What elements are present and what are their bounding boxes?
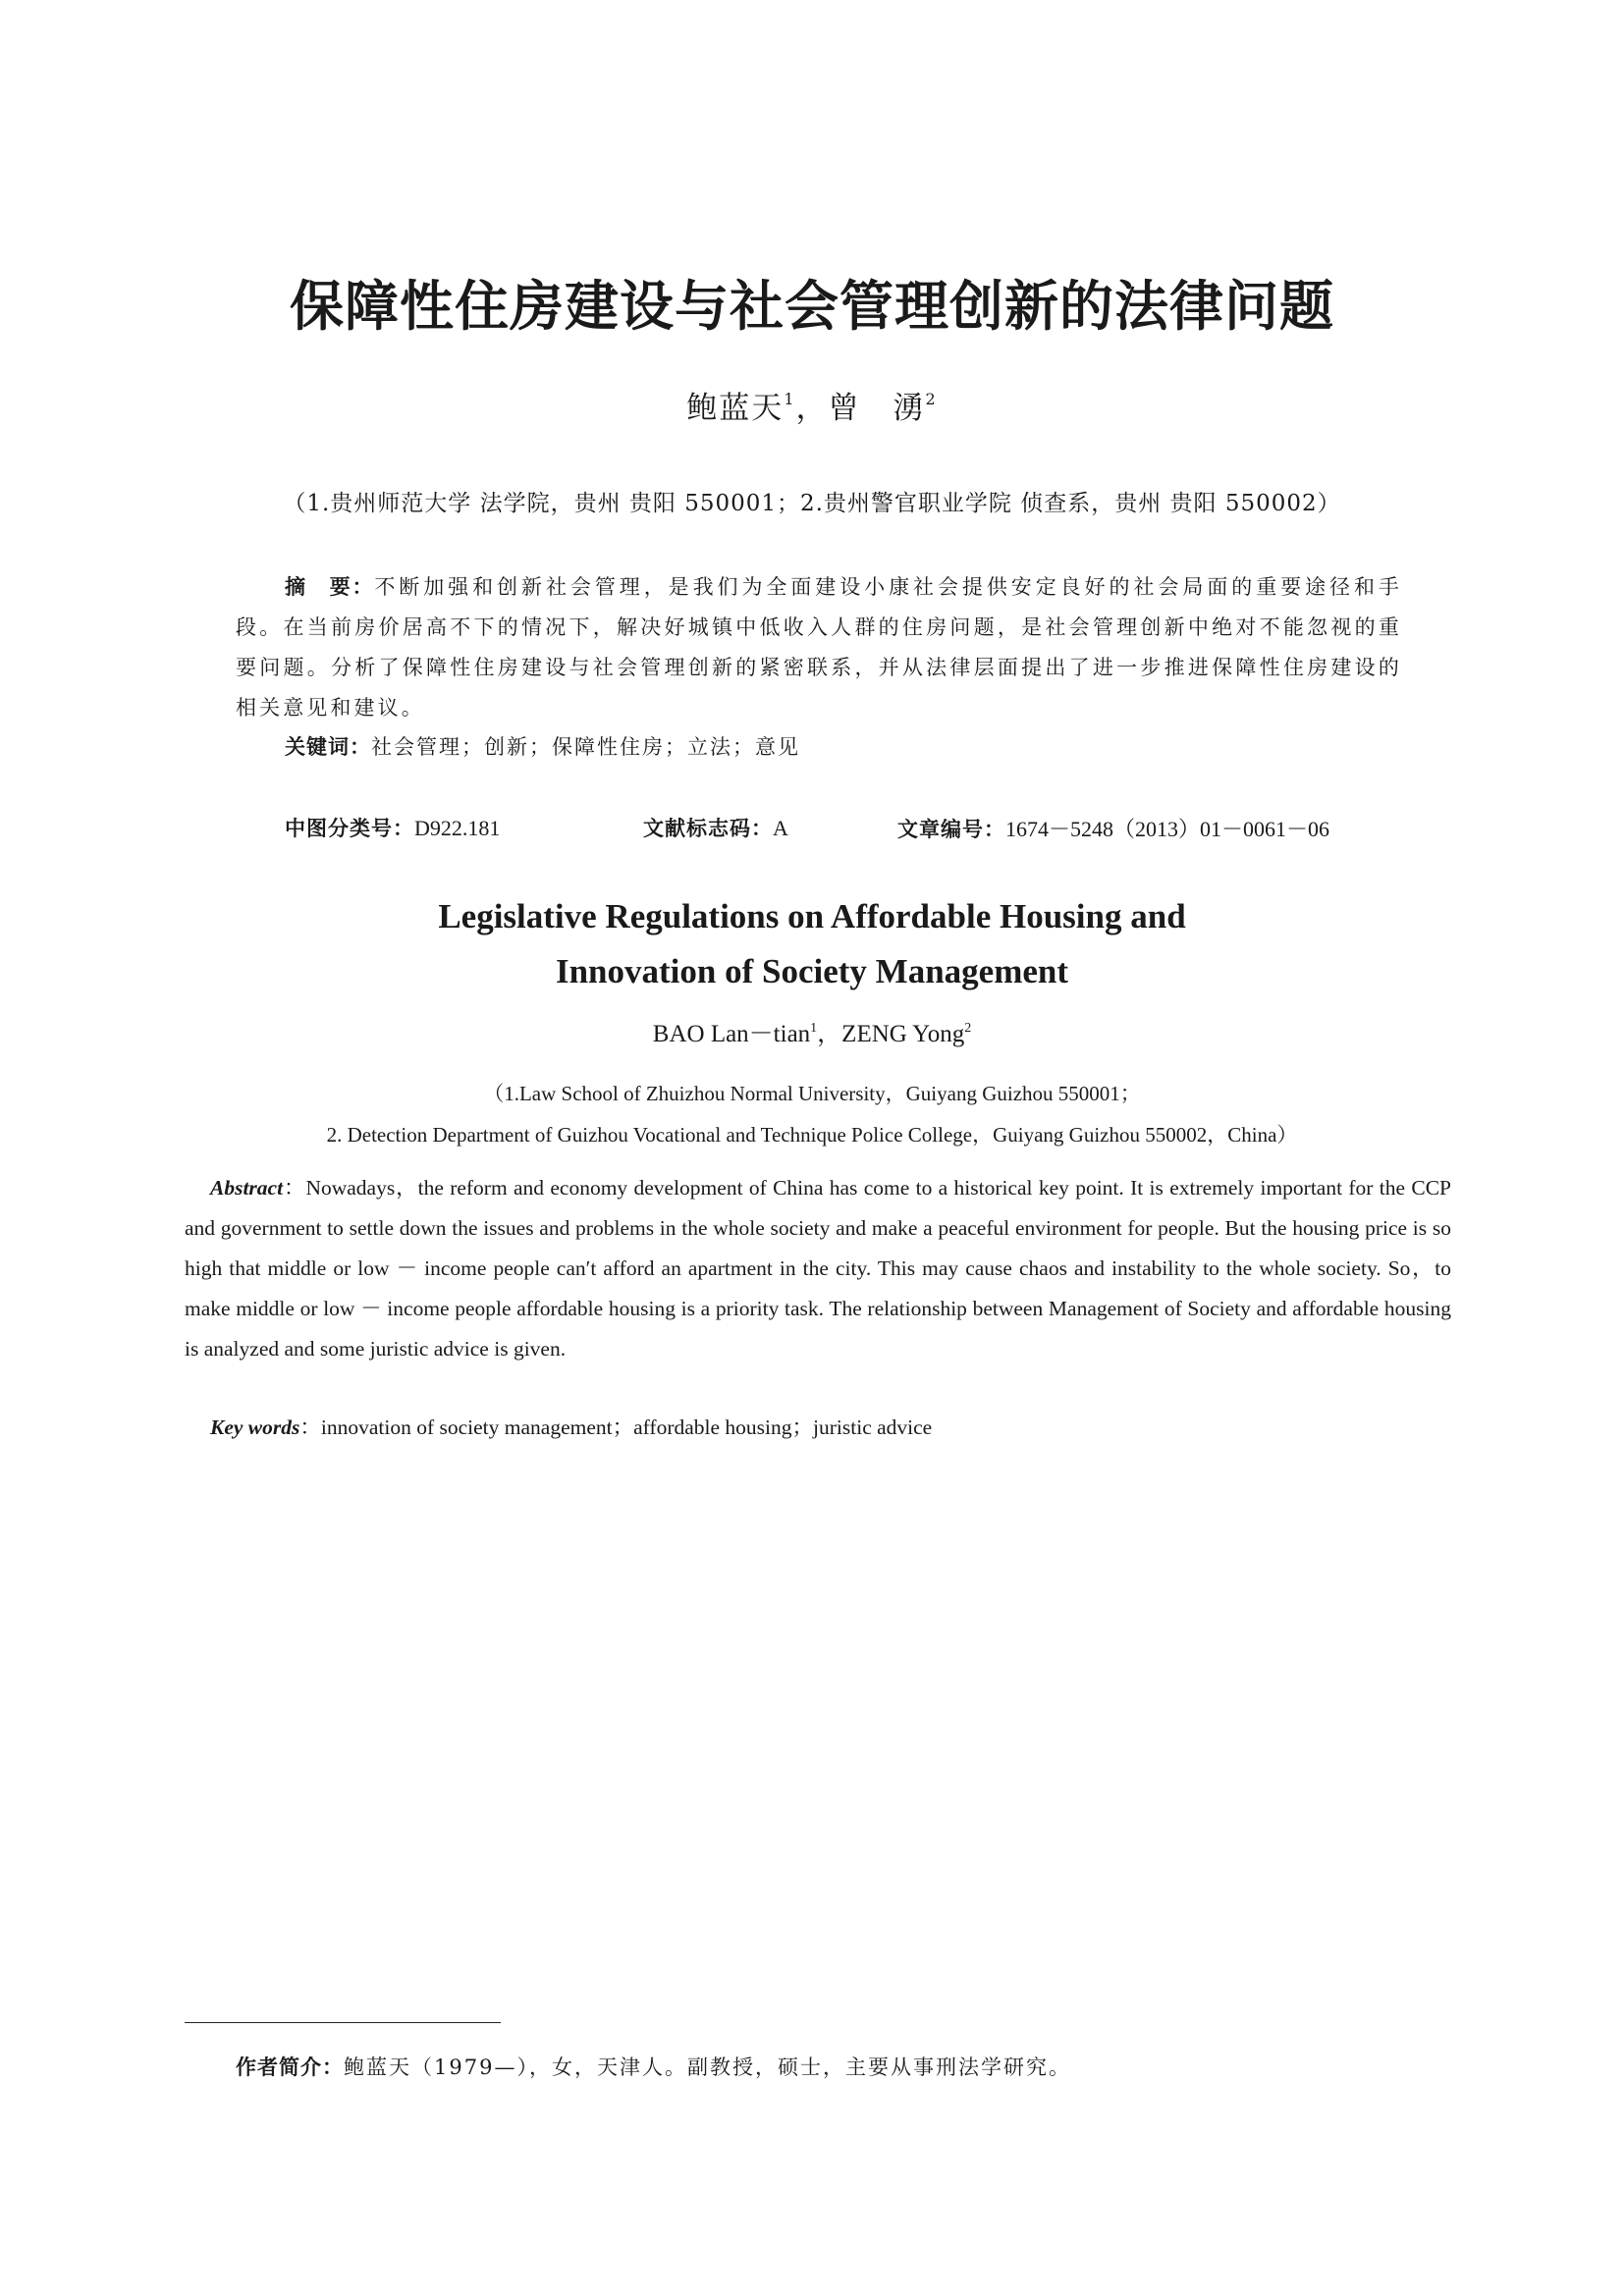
author-2-mark: 2 <box>925 390 938 408</box>
article-number-value: 1674－5248（2013）01－0061－06 <box>1005 817 1330 841</box>
english-author-1: BAO Lan－tian <box>652 1021 811 1047</box>
english-author-2: ，ZENG Yong <box>817 1021 965 1047</box>
clc-label: 中图分类号： <box>285 817 414 840</box>
document-code-label: 文献标志码： <box>643 817 773 840</box>
article-number <box>897 813 1329 843</box>
english-affiliation-line-2: 2. Detection Department of Guizhou Vocational and Technique Police College，Guiyang Guizhou 550002，China） <box>326 1123 1298 1147</box>
chinese-authors <box>0 383 1624 427</box>
chinese-abstract <box>236 567 1402 728</box>
chinese-title: 保障性住房建设与社会管理创新的法律问题 <box>289 275 1334 338</box>
footnote-label: 作者简介： <box>236 2056 344 2079</box>
author-footnote <box>236 2052 1071 2081</box>
english-keywords-text: ：innovation of society management；affordable housing；juristic advice <box>299 1415 933 1439</box>
footnote-text: 鲍蓝天（1979—），女，天津人。副教授，硕士，主要从事刑法学研究。 <box>344 2056 1071 2079</box>
english-title-line-2: Innovation of Society Management <box>555 952 1069 990</box>
chinese-keywords-text: 社会管理；创新；保障性住房；立法；意见 <box>371 735 800 759</box>
chinese-keywords-label: 关键词： <box>285 735 371 759</box>
english-title <box>0 889 1624 999</box>
english-abstract <box>185 1168 1451 1369</box>
english-abstract-text: ：Nowadays，the reform and economy development of China has come to a historical key point. It is extremely important for the CCP and government to settle down the issues and problems in the whole society and make a peaceful environment for people. But the housing price is so high that middle or low － income people can′t afford an apartment in the city. This may cause chaos and instability to the whole society. So，to make middle or low － income people affordable housing is a priority task. The relationship between Management of Society and affordable housing is analyzed and some juristic advice is given. <box>185 1176 1451 1361</box>
chinese-author-1: 鲍蓝天 <box>686 391 785 426</box>
document-code <box>643 813 788 842</box>
article-number-label: 文章编号： <box>897 818 1005 841</box>
english-abstract-label: Abstract <box>210 1176 284 1200</box>
english-affiliation-line-1: （1.Law School of Zhuizhou Normal University，Guiyang Guizhou 550001； <box>483 1082 1141 1105</box>
english-title-line-1: Legislative Regulations on Affordable Housing and <box>438 897 1186 935</box>
chinese-abstract-text: 不断加强和创新社会管理，是我们为全面建设小康社会提供安定良好的社会局面的重要途径和手段。在当前房价居高不下的情况下，解决好城镇中低收入人群的住房问题，是社会管理创新中绝对不能忽视的重要问题。分析了保障性住房建设与社会管理创新的紧密联系，并从法律层面提出了进一步推进保障性住房建设的相关意见和建议。 <box>236 575 1402 720</box>
footnote-divider <box>185 2022 501 2023</box>
english-author-2-mark: 2 <box>964 1021 972 1036</box>
author-1-mark: 1 <box>784 390 796 408</box>
chinese-affiliation: （1.贵州师范大学 法学院，贵州 贵阳 550001；2.贵州警官职业学院 侦查系，贵州 贵阳 550002） <box>283 491 1341 516</box>
english-keywords <box>210 1411 932 1441</box>
clc-value: D922.181 <box>414 816 501 840</box>
chinese-keywords <box>285 731 800 761</box>
english-keywords-label: Key words <box>210 1415 300 1439</box>
clc-number <box>285 813 500 842</box>
english-authors <box>0 1014 1624 1049</box>
chinese-author-2: ，曾 湧 <box>795 391 926 426</box>
chinese-abstract-label: 摘 要： <box>285 575 375 599</box>
english-author-1-mark: 1 <box>810 1021 818 1036</box>
document-code-value: A <box>773 816 788 840</box>
